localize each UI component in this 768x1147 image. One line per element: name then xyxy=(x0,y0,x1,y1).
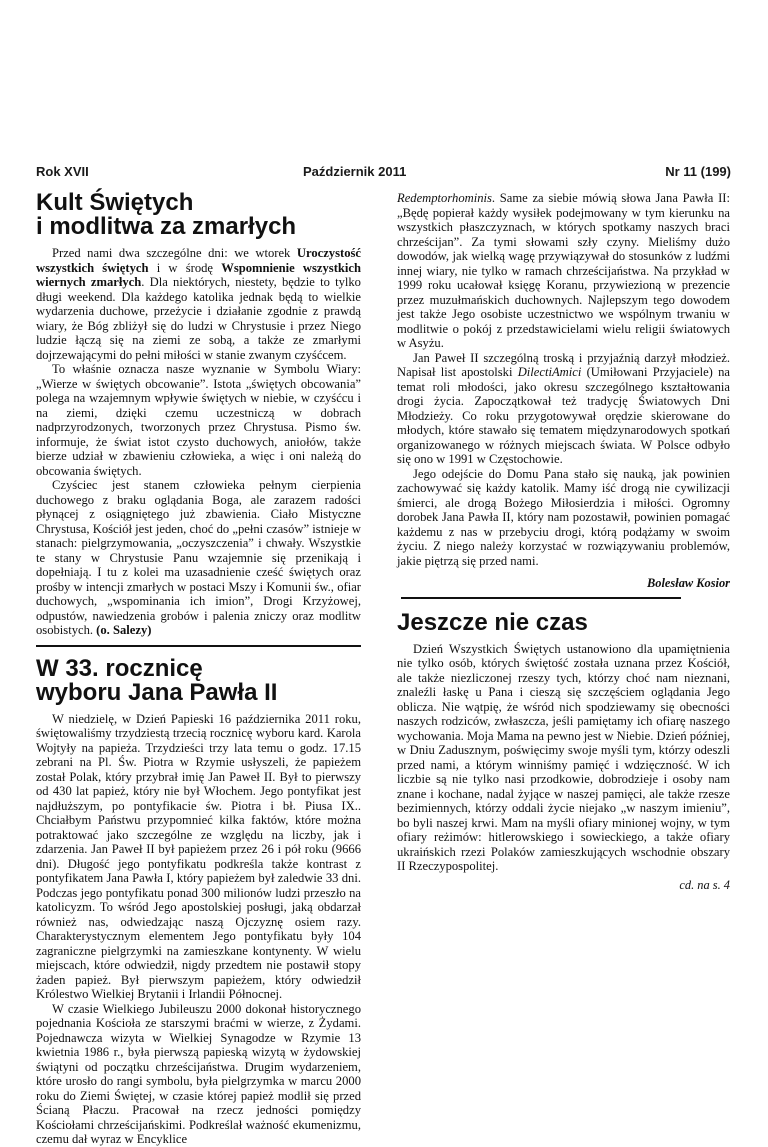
volume-year: Rok XVII xyxy=(36,164,89,179)
article-paragraph: Jan Paweł II szczególną troską i przyjaźnią darzył młodzież. Napisał list apostolski DilectiAmici (Umiłowani Przyjaciele) na temat roli młodości, jako okresu szczególnego kształtowania drogi życia. Zapoczątkował też tradycję Światowych Dni Młodzieży. Co roku przygotowywał orędzie skierowane do młodych, które stawało się tematem międzynarodowych spotkań organizowanego w różnych miejscach świata. W Polsce odbyło się ono w 1991 w Częstochowie. xyxy=(397,350,730,466)
section-divider xyxy=(36,645,361,647)
article-paragraph: Jego odejście do Domu Pana stało się nauką, jak powinien zachowywać się każdy katolik. Mamy iść drogą nie cywilizacji śmierci, ale drogą Bożego Miłosierdzia i miłości. Ogromny dorobek Jana Pawła II, który nam pozostawił, powinien pomagać każdemu z nas w przebyciu drogi, którą podążamy w swoim życiu. Z niego należy korzystać w rozwiązywaniu problemów, jakie piętrzą się przed nami. xyxy=(397,466,730,568)
article-paragraph: Przed nami dwa szczególne dni: we wtorek Uroczystość wszystkich świętych i w środę Wspomnienie wszystkich wiernych zmarłych. Dla niektórych, niestety, będzie to tylko długi weekend. Dla każdego katolika jednak będą to wielkie wydarzenia duchowe, przeżycie i działanie zgodnie z prawdą wiary, że Bóg zbliżył się do ludzi w Chrystusie i przez Niego ludzie łączą się na ziemi ze sobą, a także ze zmarłymi dojrzewającymi do pełni miłości w stanie zwanym czyśćcem. xyxy=(36,246,361,362)
article-paragraph: W czasie Wielkiego Jubileuszu 2000 dokonał historycznego pojednania Kościoła ze starszymi braćmi w wierze, z Żydami. Pojednawcza wizyta w Wielkiej Synagodze w Rzymie 13 kwietnia 1986 r., była pierwszą papieską wizytą w żydowskiej świątyni od początku chrześcijaństwa. Drugim wydarzeniem, które urosło do rangi symbolu, była pielgrzymka w marcu 2000 roku do Ziemi Świętej, w czasie której papież modlił się przed Ścianą Płaczu. Pracował na rzecz jedności pomiędzy Kościołami chrześcijańskimi. Podkreślał ważność ekumenizmu, czemu dał wyraz w Encyklice xyxy=(36,1001,361,1146)
article-signature: Bolesław Kosior xyxy=(647,576,730,590)
left-column xyxy=(36,191,361,1147)
article-title-jeszcze-nie-czas: Jeszcze nie czas xyxy=(397,608,588,636)
article-paragraph: W niedzielę, w Dzień Papieski 16 października 2011 roku, świętowaliśmy trzydziestą trzecią rocznicę wyboru kard. Karola Wojtyły na papieża. Trzydzieści trzy lata temu o godz. 17.15 zebrani na Pl. Św. Piotra w Rzymie usłyszeli, że papieżem został Polak, który przybrał imię Jan Paweł II. Był to pierwszy od 430 lat papież, który nie był Włochem. Jego pontyfikat jest najdłuższym, po pontyfikacie św. Piotra i bł. Piusa IX.. Chciałbym Państwu przypomnieć kilka faktów, które można potraktować jako szczególne ze względu na liczby, jak i zdarzenia. Jan Paweł II był papieżem przez 26 i pół roku (9666 dni). Długość jego pontyfikatu podkreśla także kontrast z pontyfikatem Jana Pawła I, który papieżem był zaledwie 33 dni. Podczas jego pontyfikatu ponad 300 milionów ludzi przeszło na katolicyzm. To wśród Jego apostolskiej posługi, jaką obdarzał również nas, odwiedzając naszą Ojczyznę osiem razy. Charakterystycznym elementem Jego pontyfikatu były 104 zagraniczne pielgrzymki na zamieszkane kontynenty. W wielu miejscach, które odwiedził, nigdy przedtem nie postawił stopy żaden papież. Był pierwszym papieżem, który odwiedził Królestwo Wielkiej Brytanii i Irlandii Północnej. xyxy=(36,711,361,1001)
article-title-rocznica: W 33. rocznicę wyboru Jana Pawła II xyxy=(36,654,278,706)
article-paragraph-continued: Redemptorhominis. Same za siebie mówią słowa Jana Pawła II: „Będę popierał każdy wysiłek podejmowany w tym kierunku na wszystkich płaszczyznach, w których spotkamy naszych braci chrześcijan”. Za tymi słowami szły czyny. Mieliśmy dużo dowodów, jak wielką wagę przywiązywał do stosunków z ludźmi innej wiary, nie tylko w ramach chrześcijaństwa. Na przykład w 1999 roku ucałował księgę Koranu, przywiezioną w prezencie przez muzułmańskich duchownych. Najlepszym tego dowodem jest także Jego osobiste uczestnictwo we wspólnym trwaniu w modlitwie o pokój z przedstawicielami wielu religii światowych w Asyżu. xyxy=(397,191,730,350)
article-paragraph: Dzień Wszystkich Świętych ustanowiono dla upamiętnienia nie tylko osób, których świętość została uznana przez Kościół, ale także niezliczonej rzeszy tych, którzy choć nam nieznani, znaleźli łaskę u Pana i cieszą się szczęściem oglądania Jego oblicza. Nie wątpię, że wśród nich spodziewamy się obecności naszych rodziców, zwłaszcza, jeśli pamiętamy ich ofiarę naszego wychowania. Moja Mama na pewno jest w Niebie. Dzień później, w Dniu Zadusznym, poświęcimy swoje myśli tym, którzy odeszli przed nami, a którym winniśmy pamięć i wdzięczność. W ich liczbie są nie tylko nasi przodkowie, dobrodzieje i osoby nam znane i kochane, nadal żyjące w naszej pamięci, ale także rzesze bezimiennych, którzy oddali życie niejako „w naszym imieniu”, bo byli naszej krwi. Mam na myśli ofiary minionej wojny, w tym ofiary reżimów: hitlerowskiego i sowieckiego, a także ofiary ukraińskich rzezi Polaków zamieszkujących wschodnie obszary II Rzeczypospolitej. xyxy=(397,641,730,873)
issue-number: Nr 11 (199) xyxy=(665,164,731,179)
section-divider xyxy=(401,597,681,599)
article-author: (o. Salezy) xyxy=(96,623,152,637)
continued-on-page: cd. na s. 4 xyxy=(679,877,730,892)
article-title-kult-swietych: Kult Świętych i modlitwa za zmarłych xyxy=(36,189,297,240)
issue-date: Październik 2011 xyxy=(303,164,407,179)
article-paragraph: To właśnie oznacza nasze wyznanie w Symbolu Wiary: „Wierze w świętych obcowanie”. Istota „świętych obcowania” polega na wzajemnym wpływie świętych w niebie, w czyśćcu i na ziemi, dzięki czemu uczestniczą w dobrach nadprzyrodzonych, tworzonych przez Chrystusa. Pismo św. informuje, że świat istot czysto duchowych, aniołów, także bierze udział w zbawieniu człowieka, a więc i oni należą do obcowania świętych. xyxy=(36,362,361,478)
right-column xyxy=(397,191,730,892)
article-paragraph: Czyściec jest stanem człowieka pełnym cierpienia duchowego z braku oglądania Boga, ale zarazem radości płynącej z osiągniętego już zbawienia. Ciało Mistyczne Chrystusa, Kościół jest jeden, choć do „pełni czasów” istnieje w stanach: pielgrzymowania, „oczyszczenia” i chwały. Wszystkie te stany w Chrystusie Panu wzajemnie się przenikają i dopełniają. I tu z kolei ma uzasadnienie cześć świętych oraz prośby w intencji zmarłych w postaci Mszy i Komunii św., ofiar duchowych, „wspominania ich imion”, Drogi Krzyżowej, odpustów, nawiedzenia grobów i palenia zniczy oraz modlitw osobistych. (o. Salezy) xyxy=(36,478,361,637)
